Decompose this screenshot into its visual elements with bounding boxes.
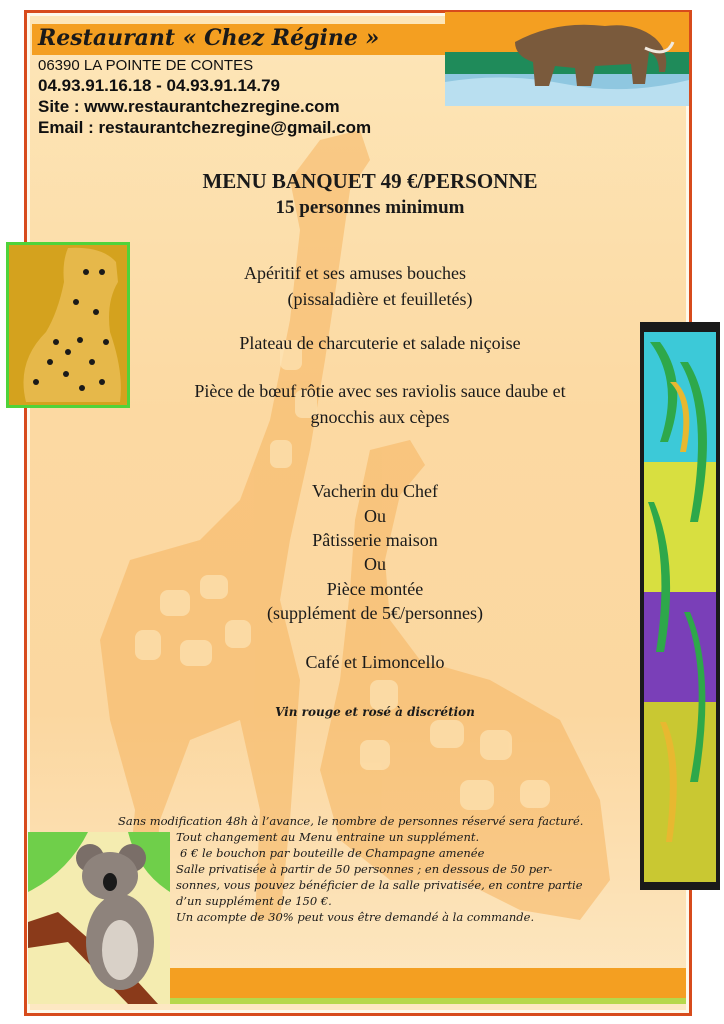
menu-item-plateau: Plateau de charcuterie et salade niçoise — [239, 333, 521, 353]
note-line: Salle privatisée à partir de 50 personnes ; en dessous de 50 per- — [176, 862, 553, 876]
menu-item-or-1: Ou — [364, 506, 386, 526]
footer-band — [170, 968, 686, 998]
restaurant-phones: 04.93.91.16.18 - 04.93.91.14.79 — [38, 76, 280, 95]
menu-item-dessert-3: Pièce montée — [326, 579, 424, 599]
note-line: Tout changement au Menu entraine un supplément. — [176, 830, 480, 844]
menu-wine-note: Vin rouge et rosé à discrétion — [275, 705, 475, 719]
restaurant-email[interactable]: Email : restaurantchezregine@gmail.com — [38, 118, 372, 137]
menu-item-aperitif-detail: (pissaladière et feuilletés) — [287, 289, 473, 309]
note-line: Un acompte de 30% peut vous être demandé à la commande. — [176, 910, 535, 924]
restaurant-name: Restaurant « Chez Régine » — [38, 25, 380, 51]
menu-item-main: Pièce de bœuf rôtie avec ses raviolis sauce daube et — [194, 381, 566, 401]
menu-item-main-cont: gnocchis aux cèpes — [310, 407, 450, 427]
menu-headline: MENU BANQUET 49 €/PERSONNE — [202, 169, 538, 193]
menu-item-coffee: Café et Limoncello — [305, 652, 445, 672]
footer-green-strip — [170, 998, 686, 1004]
menu-item-aperitif: Apéritif et ses amuses bouches — [244, 263, 466, 283]
note-line: Sans modification 48h à l’avance, le nombre de personnes réservé sera facturé. — [118, 814, 584, 828]
menu-minimum: 15 personnes minimum — [275, 197, 465, 218]
elephant-image — [445, 12, 689, 106]
menu-item-dessert-3-note: (supplément de 5€/personnes) — [267, 603, 483, 623]
menu-item-dessert-2: Pâtisserie maison — [312, 530, 438, 550]
menu-item-dessert-1: Vacherin du Chef — [312, 481, 438, 501]
menu-item-or-2: Ou — [364, 554, 386, 574]
note-line: 6 € le bouchon par bouteille de Champagne amenée — [180, 846, 485, 860]
restaurant-website[interactable]: Site : www.restaurantchezregine.com — [38, 97, 340, 116]
note-line: sonnes, vous pouvez bénéficier de la salle privatisée, en contre partie — [176, 878, 583, 892]
tree-image — [640, 322, 720, 890]
terms-notes — [118, 813, 638, 925]
restaurant-address: 06390 LA POINTE DE CONTES — [38, 57, 254, 74]
leopard-image — [6, 242, 130, 408]
note-line: d’un supplément de 150 €. — [176, 894, 332, 908]
